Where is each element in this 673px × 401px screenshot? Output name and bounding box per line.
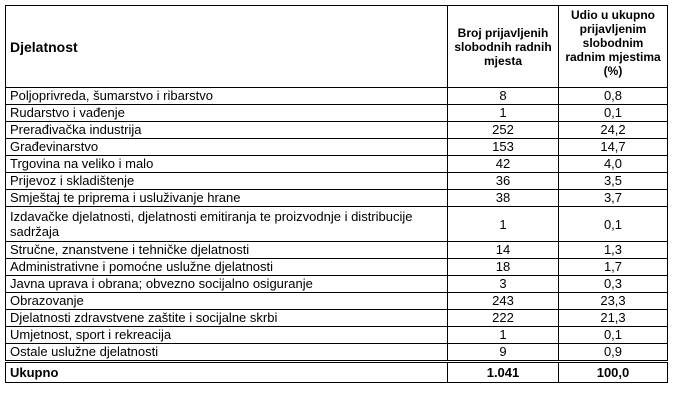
row-activity: Obrazovanje <box>6 293 448 310</box>
row-activity: Trgovina na veliko i malo <box>6 156 448 173</box>
table-row <box>6 310 668 327</box>
row-activity: Umjetnost, sport i rekreacija <box>6 327 448 344</box>
row-activity: Smještaj te priprema i usluživanje hrane <box>6 190 448 207</box>
row-share: 1,7 <box>559 259 668 276</box>
table-row <box>6 207 668 242</box>
row-share: 3,5 <box>559 173 668 190</box>
row-activity: Prijevoz i skladištenje <box>6 173 448 190</box>
row-count: 252 <box>448 122 559 139</box>
header-share: Udio u ukupno prijavljenim slobodnim radnim mjestima (%) <box>559 6 668 88</box>
vacancies-table <box>5 5 668 383</box>
row-activity: Prerađivačka industrija <box>6 122 448 139</box>
row-count: 9 <box>448 344 559 362</box>
row-count: 18 <box>448 259 559 276</box>
row-count: 8 <box>448 88 559 105</box>
row-count: 1 <box>448 207 559 242</box>
row-activity: Administrativne i pomoćne uslužne djelatnosti <box>6 259 448 276</box>
row-count: 222 <box>448 310 559 327</box>
row-share: 4,0 <box>559 156 668 173</box>
row-count: 153 <box>448 139 559 156</box>
row-count: 38 <box>448 190 559 207</box>
row-share: 21,3 <box>559 310 668 327</box>
table-row <box>6 139 668 156</box>
table-row <box>6 327 668 344</box>
row-activity: Javna uprava i obrana; obvezno socijalno osiguranje <box>6 276 448 293</box>
row-activity: Poljoprivreda, šumarstvo i ribarstvo <box>6 88 448 105</box>
row-share: 0,1 <box>559 327 668 344</box>
total-label: Ukupno <box>6 362 448 383</box>
row-share: 14,7 <box>559 139 668 156</box>
row-share: 0,8 <box>559 88 668 105</box>
row-count: 1 <box>448 327 559 344</box>
row-share: 24,2 <box>559 122 668 139</box>
table-row <box>6 259 668 276</box>
table-row <box>6 88 668 105</box>
row-count: 42 <box>448 156 559 173</box>
table-row <box>6 344 668 362</box>
row-share: 1,3 <box>559 242 668 259</box>
table-row <box>6 242 668 259</box>
header-count: Broj prijavljenih slobodnih radnih mjesta <box>448 6 559 88</box>
header-row <box>6 6 668 88</box>
row-count: 36 <box>448 173 559 190</box>
table-body <box>6 88 668 362</box>
table-row <box>6 276 668 293</box>
total-count: 1.041 <box>448 362 559 383</box>
total-row <box>6 362 668 383</box>
row-activity: Djelatnosti zdravstvene zaštite i socijalne skrbi <box>6 310 448 327</box>
row-share: 0,1 <box>559 105 668 122</box>
table-row <box>6 122 668 139</box>
table-row <box>6 293 668 310</box>
row-share: 0,1 <box>559 207 668 242</box>
header-activity: Djelatnost <box>6 6 448 88</box>
row-count: 14 <box>448 242 559 259</box>
row-activity: Građevinarstvo <box>6 139 448 156</box>
total-share: 100,0 <box>559 362 668 383</box>
table-row <box>6 105 668 122</box>
row-activity: Ostale uslužne djelatnosti <box>6 344 448 362</box>
row-count: 1 <box>448 105 559 122</box>
row-count: 3 <box>448 276 559 293</box>
table-row <box>6 173 668 190</box>
row-activity: Izdavačke djelatnosti, djelatnosti emitiranja te proizvodnje i distribucije sadržaja <box>6 207 448 242</box>
row-activity: Rudarstvo i vađenje <box>6 105 448 122</box>
row-share: 23,3 <box>559 293 668 310</box>
row-activity: Stručne, znanstvene i tehničke djelatnosti <box>6 242 448 259</box>
row-share: 3,7 <box>559 190 668 207</box>
row-count: 243 <box>448 293 559 310</box>
row-share: 0,3 <box>559 276 668 293</box>
table-row <box>6 190 668 207</box>
row-share: 0,9 <box>559 344 668 362</box>
table-row <box>6 156 668 173</box>
